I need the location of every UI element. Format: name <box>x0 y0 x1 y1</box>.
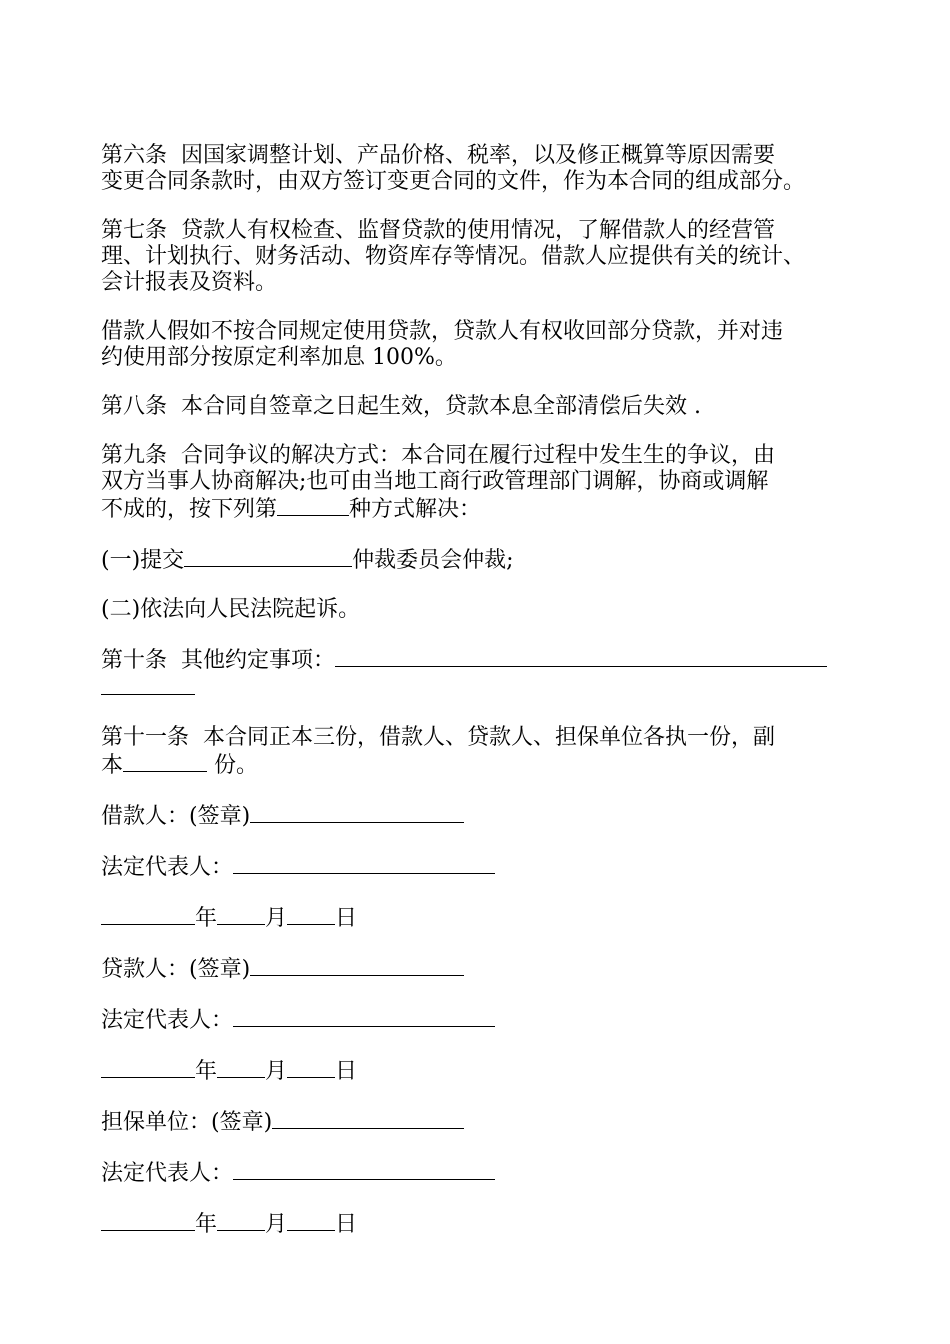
clause-9 <box>101 443 861 523</box>
option-text: 仲裁委员会仲裁; <box>352 548 514 573</box>
lender-signature-line <box>101 955 861 983</box>
signature-label: 贷款人：(签章) <box>101 957 251 982</box>
arbitration-commission-blank <box>184 546 352 567</box>
year-blank <box>101 1057 195 1078</box>
clause-heading: 第六条 <box>101 143 168 168</box>
clause-text: 约使用部分按原定利率加息 100%。 <box>101 345 457 370</box>
clause-text: 其他约定事项： <box>181 648 336 673</box>
guarantor-signature-line <box>101 1108 861 1136</box>
legal-rep-blank <box>233 1006 495 1027</box>
option-text: (二)依法向人民法院起诉。 <box>101 597 361 622</box>
clause-text: 会计报表及资料。 <box>101 270 278 295</box>
day-blank <box>287 1210 335 1231</box>
borrower-signature-line <box>101 802 861 830</box>
signature-label: 担保单位：(签章) <box>101 1110 273 1135</box>
clause-7 <box>101 218 861 296</box>
day-blank <box>287 1057 335 1078</box>
month-label: 月 <box>265 906 288 931</box>
option-1 <box>101 546 861 574</box>
clause-text: 因国家调整计划、产品价格、税率，以及修正概算等原因需要 <box>181 143 776 168</box>
clause-7-misuse <box>101 319 861 371</box>
clause-10 <box>101 646 861 702</box>
legal-rep-blank <box>233 853 495 874</box>
year-blank <box>101 904 195 925</box>
day-blank <box>287 904 335 925</box>
clause-text: 合同争议的解决方式：本合同在履行过程中发生生的争议，由 <box>181 443 776 468</box>
option-2 <box>101 597 861 623</box>
clause-text: 本合同正本三份，借款人、贷款人、担保单位各执一份，副 <box>203 725 776 750</box>
contract-page <box>101 143 861 1261</box>
day-label: 日 <box>335 1212 358 1237</box>
borrower-legal-rep-line <box>101 853 861 881</box>
year-label: 年 <box>195 1212 218 1237</box>
clause-text: 贷款人有权检查、监督贷款的使用情况，了解借款人的经营管 <box>181 218 776 243</box>
clause-text: 借款人假如不按合同规定使用贷款，贷款人有权收回部分贷款，并对违 <box>101 319 784 344</box>
signature-blank <box>250 955 464 976</box>
year-label: 年 <box>195 1059 218 1084</box>
guarantor-legal-rep-line <box>101 1159 861 1187</box>
legal-rep-label: 法定代表人： <box>101 1008 234 1033</box>
lender-date-line <box>101 1057 861 1085</box>
lender-legal-rep-line <box>101 1006 861 1034</box>
clause-heading: 第八条 <box>101 394 168 419</box>
clause-text: 种方式解决： <box>349 497 482 522</box>
other-matters-blank-cont <box>101 674 195 695</box>
day-label: 日 <box>335 1059 358 1084</box>
clause-8 <box>101 394 861 420</box>
clause-heading: 第十一条 <box>101 725 190 750</box>
legal-rep-label: 法定代表人： <box>101 1161 234 1186</box>
clause-heading: 第七条 <box>101 218 168 243</box>
clause-6 <box>101 143 861 195</box>
option-text: (一)提交 <box>101 548 185 573</box>
clause-heading: 第十条 <box>101 648 168 673</box>
clause-text: 不成的，按下列第 <box>101 497 278 522</box>
month-blank <box>217 1057 265 1078</box>
year-label: 年 <box>195 906 218 931</box>
borrower-date-line <box>101 904 861 932</box>
legal-rep-blank <box>233 1159 495 1180</box>
year-blank <box>101 1210 195 1231</box>
signature-blank <box>250 802 464 823</box>
copies-count-blank <box>123 751 207 772</box>
month-label: 月 <box>265 1212 288 1237</box>
clause-text: 本 <box>101 753 124 778</box>
month-label: 月 <box>265 1059 288 1084</box>
month-blank <box>217 1210 265 1231</box>
clause-11 <box>101 725 861 779</box>
signature-label: 借款人：(签章) <box>101 804 251 829</box>
clause-text: 本合同自签章之日起生效，贷款本息全部清偿后失效 . <box>181 394 702 419</box>
month-blank <box>217 904 265 925</box>
clause-text: 双方当事人协商解决;也可由当地工商行政管理部门调解，协商或调解 <box>101 469 769 494</box>
clause-text: 理、计划执行、财务活动、物资库存等情况。借款人应提供有关的统计、 <box>101 244 806 269</box>
day-label: 日 <box>335 906 358 931</box>
method-number-blank <box>277 495 349 516</box>
signature-blank <box>272 1108 464 1129</box>
legal-rep-label: 法定代表人： <box>101 855 234 880</box>
clause-text: 变更合同条款时，由双方签订变更合同的文件，作为本合同的组成部分。 <box>101 169 806 194</box>
clause-text: 份。 <box>207 753 259 778</box>
other-matters-blank <box>335 646 827 667</box>
guarantor-date-line <box>101 1210 861 1238</box>
clause-heading: 第九条 <box>101 443 168 468</box>
